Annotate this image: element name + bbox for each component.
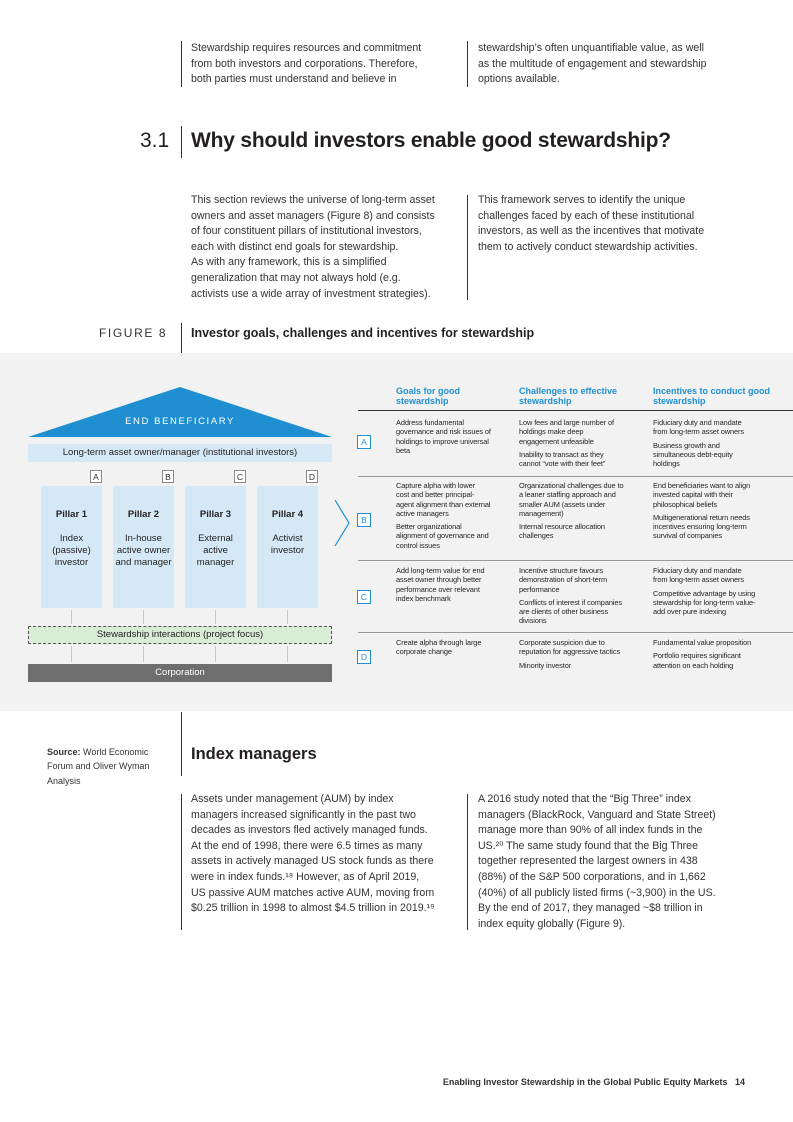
- source-line: World Economic: [83, 747, 149, 757]
- cell-line: performance over relevant: [396, 584, 480, 594]
- cell-line: simultaneous debt-equity: [653, 449, 733, 459]
- cell-line: from long-term asset owners: [653, 427, 744, 437]
- table-divider: [358, 476, 793, 477]
- cell-line: holdings to improve universal: [396, 436, 489, 446]
- cell-line: Organizational challenges due to: [519, 481, 624, 490]
- text-line: As with any framework, this is a simplified: [191, 256, 387, 269]
- pillar-sub-line: investor: [54, 557, 89, 568]
- cell-paragraph: [396, 566, 514, 603]
- cell-paragraph: [653, 513, 785, 541]
- header-incentives: [653, 386, 781, 406]
- cell-line: Add long-term value for end: [396, 566, 485, 575]
- row-letter-box: D: [357, 650, 371, 664]
- chevron-right-icon: [333, 498, 353, 548]
- cell-incentives: [653, 481, 785, 545]
- long-term-owner-label: Long-term asset owner/manager (institutional investors): [62, 447, 298, 458]
- pillar-sub-line: investor: [270, 545, 305, 556]
- source-label: Source:: [47, 747, 81, 757]
- text-line: owners and asset managers (Figure 8) and consists: [191, 209, 435, 222]
- pillar-title: Pillar 1: [55, 509, 88, 520]
- text-line: A 2016 study noted that the “Big Three” index: [478, 793, 691, 805]
- cell-paragraph: [653, 589, 785, 617]
- text-line: managers (BlackRock, Vanguard and State Street): [478, 808, 716, 821]
- text-line: index equity globally (Figure 9).: [478, 917, 626, 930]
- figure-title: Investor goals, challenges and incentives for stewardship: [191, 326, 535, 340]
- cell-line: challenges: [519, 531, 554, 541]
- cell-paragraph: [653, 651, 785, 670]
- cell-line: from long-term asset owners: [653, 575, 744, 585]
- pillar-sub-line: active owner: [116, 545, 171, 556]
- pillar-sub-line: In-house: [125, 533, 162, 544]
- top-text-right: [478, 41, 748, 88]
- text-line: stewardship’s often unquantifiable value, as well: [478, 42, 704, 54]
- text-line: from both investors and corporations. Therefore,: [191, 57, 418, 70]
- cell-line: Fundamental value proposition: [653, 638, 752, 647]
- text-line: manage more than 90% of all index funds in the: [478, 824, 703, 837]
- cell-incentives: [653, 418, 785, 472]
- arrow-line: [215, 610, 216, 624]
- text-line: This framework serves to identify the unique: [478, 194, 686, 206]
- text-line: Stewardship requires resources and commitment: [191, 42, 422, 54]
- arrow-line: [287, 646, 288, 662]
- intro-right: [478, 193, 748, 255]
- text-line: This section reviews the universe of long-term asset: [191, 194, 435, 206]
- cell-paragraph: [519, 450, 647, 469]
- pillar-letter-box: C: [234, 470, 246, 483]
- text-line: decades as investors fled actively managed funds.: [191, 824, 428, 837]
- text-line: assets in actively managed US stock funds as there: [191, 855, 434, 868]
- corporation-label: Corporation: [155, 667, 205, 678]
- text-line: challenges faced by each of these institutional: [478, 209, 695, 222]
- cell-line: reputation for aggressive tactics: [519, 647, 621, 657]
- cell-line: holdings: [653, 459, 680, 469]
- cell-line: Minority investor: [519, 660, 572, 670]
- text-line: together represented the largest owners in 438: [478, 855, 698, 868]
- cell-line: Capture alpha with lower: [396, 481, 475, 490]
- cell-line: agent alignment than external: [396, 499, 491, 509]
- row-letter-box: C: [357, 590, 371, 604]
- cell-line: survival of companies: [653, 531, 722, 541]
- text-line: By the end of 2017, they managed ~$8 trillion in: [478, 902, 703, 915]
- subsection-title: Index managers: [191, 745, 317, 763]
- cell-incentives: [653, 638, 785, 674]
- table-divider: [358, 410, 793, 411]
- cell-line: management): [519, 508, 564, 518]
- cell-goals: [396, 638, 514, 661]
- cell-paragraph: [653, 481, 785, 509]
- cell-line: add over pure indexing: [653, 607, 726, 617]
- text-line: Assets under management (AUM) by index: [191, 793, 394, 805]
- top-text-left: [191, 41, 461, 88]
- cell-line: alignment of governance and: [396, 531, 489, 541]
- footer-title: Enabling Investor Stewardship in the Global Public Equity Markets: [442, 1077, 728, 1087]
- cell-line: Fiduciary duty and mandate: [653, 566, 742, 575]
- header-line: stewardship: [519, 396, 572, 406]
- cell-goals: [396, 418, 514, 459]
- cell-line: Fiduciary duty and mandate: [653, 418, 742, 427]
- table-divider: [358, 632, 793, 633]
- cell-line: holdings make deep: [519, 427, 584, 437]
- cell-challenges: [519, 566, 647, 630]
- cell-goals: [396, 481, 514, 554]
- header-line: Goals for good: [396, 386, 460, 396]
- text-line: At the end of 1998, there were 6.5 times as many: [191, 839, 423, 852]
- header-line: Incentives to conduct good: [653, 386, 771, 396]
- arrow-line: [71, 610, 72, 624]
- text-line: US passive AUM matches active AUM, moving from: [191, 886, 435, 899]
- cell-challenges: [519, 418, 647, 472]
- cell-paragraph: [519, 598, 647, 626]
- arrow-line: [215, 646, 216, 662]
- cell-line: engagement unfeasible: [519, 436, 594, 446]
- cell-paragraph: [653, 566, 785, 585]
- cell-line: asset owner through better: [396, 575, 482, 585]
- section-number: 3.1: [140, 129, 170, 152]
- cell-line: Low fees and large number of: [519, 418, 614, 427]
- index-managers-right: [478, 792, 753, 932]
- cell-paragraph: [396, 522, 514, 550]
- figure-source: [47, 745, 172, 788]
- cell-line: a leaner staffing approach and: [519, 490, 616, 500]
- pillar-sub-line: active: [203, 545, 228, 556]
- source-line: Analysis: [47, 775, 81, 786]
- cell-line: are clients of other business: [519, 607, 609, 617]
- page-number: 14: [734, 1077, 745, 1087]
- source-line: Forum and Oliver Wyman: [47, 761, 150, 772]
- text-line: investors, as well as the incentives that motivate: [478, 225, 705, 238]
- cell-line: Corporate suspicion due to: [519, 638, 605, 647]
- cell-line: demonstration of short-term: [519, 575, 608, 585]
- cell-paragraph: [396, 418, 514, 455]
- header-line: stewardship: [396, 396, 449, 406]
- header-line: Challenges to effective: [519, 386, 618, 396]
- cell-paragraph: [653, 638, 785, 647]
- end-beneficiary-label: END BENEFICIARY: [125, 416, 235, 427]
- pillar-sub-line: Index: [59, 533, 84, 544]
- table-divider: [358, 560, 793, 561]
- index-managers-left: [191, 792, 466, 917]
- cell-line: Address fundamental: [396, 418, 464, 427]
- arrow-line: [71, 646, 72, 662]
- cell-line: Create alpha through large: [396, 638, 482, 647]
- cell-line: invested capital with their: [653, 490, 733, 500]
- cell-line: attention on each holding: [653, 660, 734, 670]
- cell-paragraph: [396, 638, 514, 657]
- pillar-sub-line: External: [198, 533, 233, 544]
- cell-paragraph: [519, 522, 647, 541]
- pillar-sub-line: and manager: [115, 557, 172, 568]
- corporation-bar: [28, 664, 332, 682]
- cell-paragraph: [396, 481, 514, 518]
- cell-line: index benchmark: [396, 593, 451, 603]
- text-line: were in index funds.¹⁸ However, as of April 2019,: [191, 870, 420, 883]
- cell-incentives: [653, 566, 785, 620]
- pillar-sub-line: (passive): [52, 545, 91, 556]
- header-challenges: [519, 386, 647, 406]
- cell-line: active managers: [396, 508, 449, 518]
- cell-line: stewardship for long-term value-: [653, 597, 756, 607]
- pillar-3: [185, 486, 246, 608]
- pillar-sub-line: manager: [196, 557, 235, 568]
- cell-line: Internal resource allocation: [519, 522, 605, 532]
- figure-label: FIGURE 8: [99, 326, 168, 340]
- pillar-title: Pillar 3: [199, 509, 232, 520]
- cell-goals: [396, 566, 514, 607]
- pillar-subtitle: [185, 533, 246, 569]
- cell-line: Portfolio requires significant: [653, 651, 741, 661]
- cell-line: performance: [519, 584, 560, 594]
- cell-line: Multigenerational return needs: [653, 512, 750, 522]
- cell-line: Inability to transact as they: [519, 449, 604, 459]
- cell-line: beta: [396, 445, 410, 455]
- arrow-line: [143, 646, 144, 662]
- pillar-title: Pillar 2: [127, 509, 160, 520]
- pillar-letter-box: B: [162, 470, 174, 483]
- pillar-1: [41, 486, 102, 608]
- arrow-line: [143, 610, 144, 624]
- cell-line: cost and better principal-: [396, 490, 475, 500]
- pillar-subtitle: [41, 533, 102, 569]
- cell-line: corporate change: [396, 647, 452, 657]
- cell-line: Conflicts of interest if companies: [519, 597, 622, 607]
- cell-line: incentives ensuring long-term: [653, 522, 747, 532]
- text-line: (88%) of the S&P 500 corporations, and in 1,662: [478, 870, 706, 883]
- cell-paragraph: [519, 481, 647, 518]
- cell-paragraph: [519, 418, 647, 446]
- cell-line: governance and risk issues of: [396, 427, 491, 437]
- header-goals: [396, 386, 524, 406]
- cell-line: End beneficiaries want to align: [653, 481, 751, 490]
- text-line: as the multitude of engagement and stewardship: [478, 57, 707, 70]
- page-footer: [415, 1077, 745, 1087]
- pillar-subtitle: [113, 533, 174, 569]
- section-title: Why should investors enable good stewardship?: [191, 129, 671, 152]
- cell-line: philosophical beliefs: [653, 499, 718, 509]
- cell-line: Business growth and: [653, 440, 720, 450]
- cell-line: Incentive structure favours: [519, 566, 603, 575]
- arrow-line: [287, 610, 288, 624]
- cell-line: Better organizational: [396, 522, 462, 532]
- text-line: $0.25 trillion in 1998 to almost $4.5 trillion in 2019.¹⁹: [191, 902, 435, 915]
- stewardship-interactions-bar: [28, 626, 332, 644]
- text-line: each with distinct end goals for stewardship.: [191, 240, 399, 253]
- cell-paragraph: [519, 638, 647, 657]
- row-letter-box: A: [357, 435, 371, 449]
- pillar-letter-box: A: [90, 470, 102, 483]
- cell-paragraph: [653, 418, 785, 437]
- cell-line: cannot “vote with their feet”: [519, 459, 606, 469]
- cell-line: Competitive advantage by using: [653, 588, 756, 598]
- text-line: activists use a wide array of investment strategies).: [191, 287, 431, 300]
- cell-line: control issues: [396, 540, 440, 550]
- cell-challenges: [519, 481, 647, 545]
- intro-left: [191, 193, 463, 302]
- cell-line: smaller AUM (assets under: [519, 499, 606, 509]
- text-line: both parties must understand and believe in: [191, 73, 397, 86]
- pillar-subtitle: [257, 533, 318, 557]
- cell-paragraph: [519, 566, 647, 594]
- stewardship-label: Stewardship interactions (project focus): [96, 629, 264, 640]
- cell-paragraph: [653, 441, 785, 469]
- text-line: US.²⁰ The same study found that the Big Three: [478, 839, 698, 852]
- text-line: them to actively conduct stewardship activities.: [478, 240, 698, 253]
- pillar-2: [113, 486, 174, 608]
- text-line: options available.: [478, 73, 560, 86]
- text-line: of four constituent pillars of institutional investors,: [191, 225, 422, 238]
- pillar-title: Pillar 4: [271, 509, 304, 520]
- text-line: (40%) of all publicly listed firms (~3,900) in the US.: [478, 886, 716, 899]
- cell-paragraph: [519, 661, 647, 670]
- row-letter-box: B: [357, 513, 371, 527]
- text-line: generalization that may not always hold (e.g.: [191, 271, 401, 284]
- header-line: stewardship: [653, 396, 706, 406]
- long-term-owner-bar: [28, 444, 332, 462]
- pillar-sub-line: Activist: [272, 533, 303, 544]
- text-line: managers increased significantly in the past two: [191, 808, 416, 821]
- cell-line: divisions: [519, 616, 547, 626]
- pillar-4: [257, 486, 318, 608]
- cell-challenges: [519, 638, 647, 674]
- pillar-letter-box: D: [306, 470, 318, 483]
